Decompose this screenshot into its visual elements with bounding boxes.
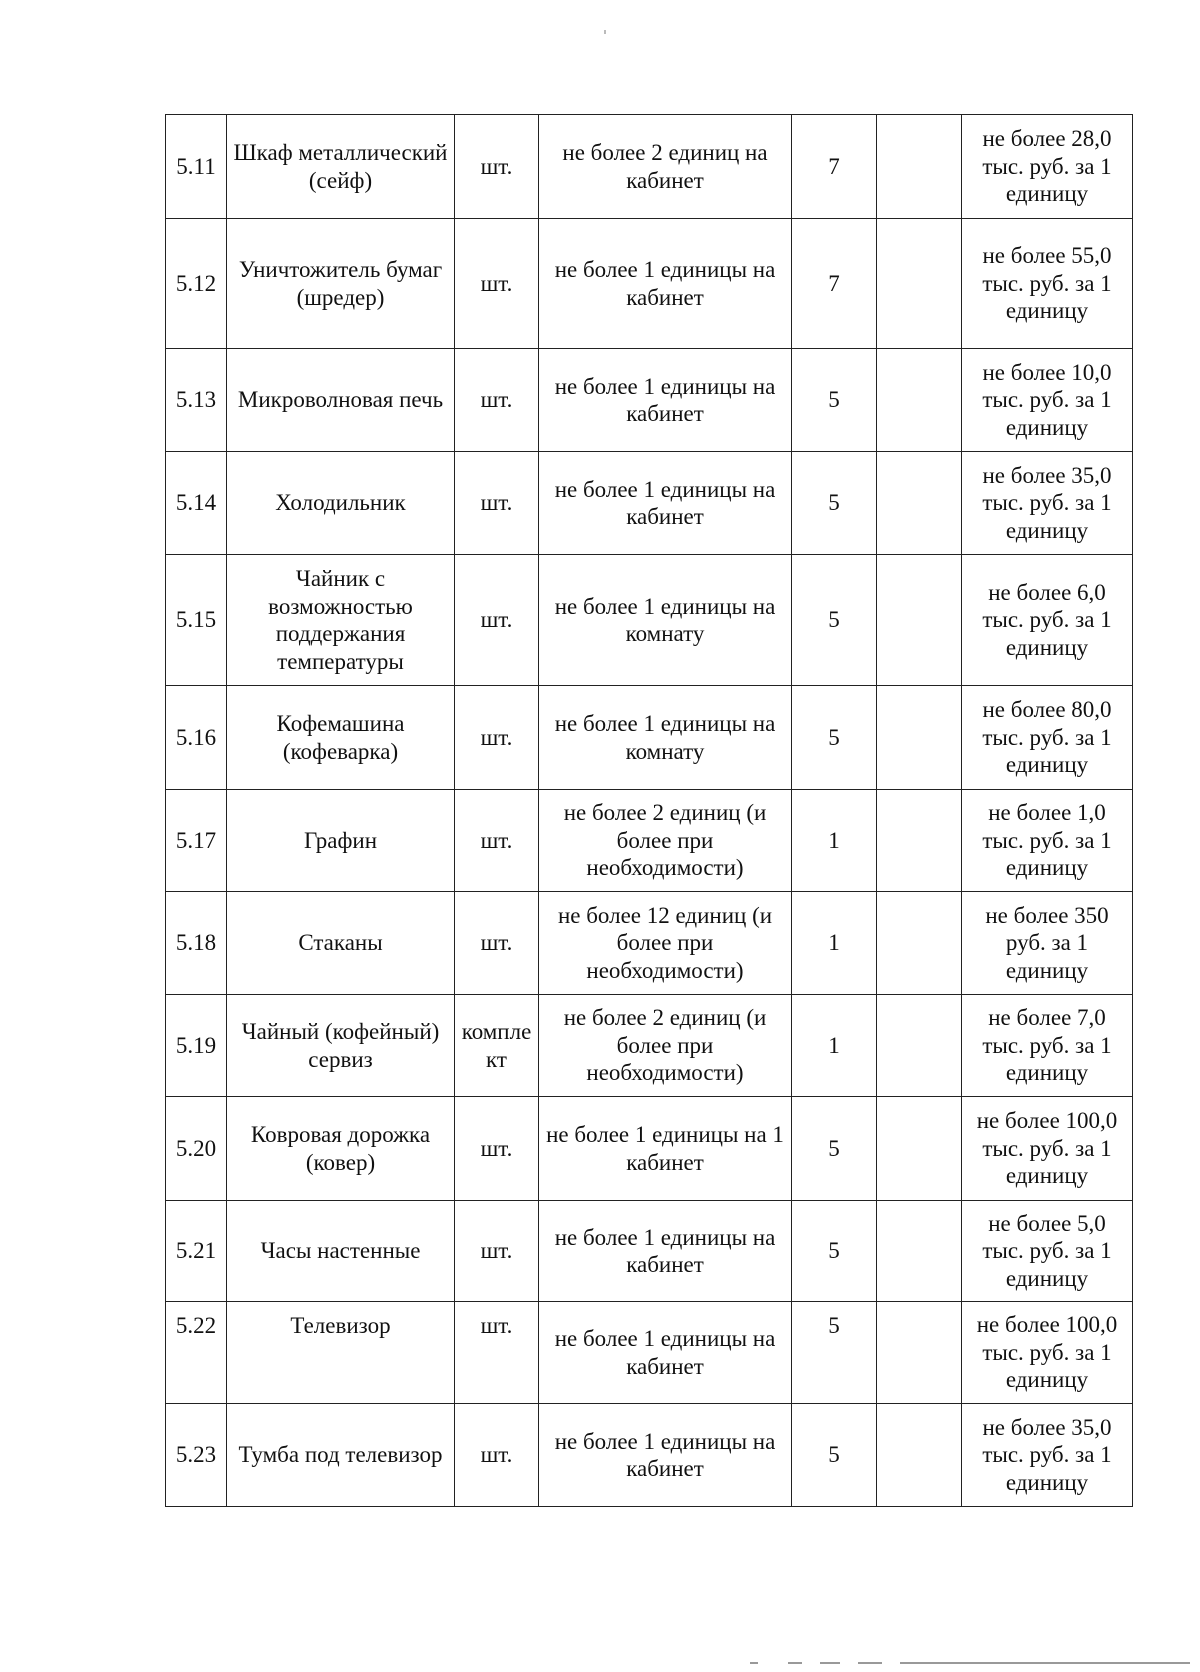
item-number-cell: 5.13 [166,349,227,452]
empty-cell [877,1201,962,1302]
quantity-cell: не более 1 единицы на комнату [539,686,792,790]
quantity-cell: не более 1 единицы на кабинет [539,219,792,349]
price-cell: не более 10,0 тыс. руб. за 1 единицу [962,349,1133,452]
item-name-cell: Тумба под телевизор [227,1404,455,1507]
table-row [166,790,1133,892]
item-number-cell: 5.21 [166,1201,227,1302]
empty-cell [877,349,962,452]
item-number-cell: 5.14 [166,452,227,555]
table-row [166,115,1133,219]
unit-cell: шт. [455,349,539,452]
empty-cell [877,452,962,555]
table-row [166,1404,1133,1507]
item-name-cell: Чайник с возможностью поддержания температуры [227,555,455,686]
price-cell: не более 5,0 тыс. руб. за 1 единицу [962,1201,1133,1302]
table-row [166,1201,1133,1302]
quantity-cell: не более 1 единицы на кабинет [539,1201,792,1302]
service-years-cell: 5 [792,686,877,790]
scan-artifact-mark [604,30,606,34]
price-cell: не более 350 руб. за 1 единицу [962,892,1133,995]
empty-cell [877,115,962,219]
item-number-cell: 5.11 [166,115,227,219]
price-cell: не более 35,0 тыс. руб. за 1 единицу [962,1404,1133,1507]
table-row [166,452,1133,555]
price-cell: не более 80,0 тыс. руб. за 1 единицу [962,686,1133,790]
item-name-cell: Шкаф металлический (сейф) [227,115,455,219]
price-cell: не более 100,0 тыс. руб. за 1 единицу [962,1302,1133,1404]
scan-artifact-lines [750,1662,1190,1665]
service-years-cell: 5 [792,1097,877,1201]
empty-cell [877,555,962,686]
item-name-cell: Ковровая дорожка (ковер) [227,1097,455,1201]
unit-cell: шт. [455,115,539,219]
item-name-cell: Стаканы [227,892,455,995]
table-row [166,686,1133,790]
item-number-cell: 5.18 [166,892,227,995]
price-cell: не более 7,0 тыс. руб. за 1 единицу [962,995,1133,1097]
empty-cell [877,1302,962,1404]
item-number-cell: 5.12 [166,219,227,349]
norms-table [165,114,1133,1507]
quantity-cell: не более 1 единицы на кабинет [539,1404,792,1507]
quantity-cell: не более 2 единиц (и более при необходимости) [539,995,792,1097]
service-years-cell: 1 [792,790,877,892]
empty-cell [877,1097,962,1201]
item-name-cell: Графин [227,790,455,892]
unit-cell: шт. [455,892,539,995]
service-years-cell: 5 [792,555,877,686]
quantity-cell: не более 1 единицы на 1 кабинет [539,1097,792,1201]
item-name-cell: Уничтожитель бумаг (шредер) [227,219,455,349]
unit-cell: шт. [455,555,539,686]
price-cell: не более 100,0 тыс. руб. за 1 единицу [962,1097,1133,1201]
service-years-cell: 1 [792,995,877,1097]
price-cell: не более 28,0 тыс. руб. за 1 единицу [962,115,1133,219]
item-name-cell: Часы настенные [227,1201,455,1302]
service-years-cell: 7 [792,115,877,219]
table-row [166,1097,1133,1201]
empty-cell [877,790,962,892]
quantity-cell: не более 1 единицы на комнату [539,555,792,686]
service-years-cell: 5 [792,452,877,555]
table-row [166,892,1133,995]
service-years-cell: 5 [792,349,877,452]
quantity-cell: не более 2 единиц на кабинет [539,115,792,219]
table-row [166,555,1133,686]
table-row [166,219,1133,349]
table-row [166,1302,1133,1404]
item-name-cell: Микроволновая печь [227,349,455,452]
price-cell: не более 55,0 тыс. руб. за 1 единицу [962,219,1133,349]
item-name-cell: Холодильник [227,452,455,555]
unit-cell: шт. [455,1097,539,1201]
quantity-cell: не более 1 единицы на кабинет [539,452,792,555]
empty-cell [877,219,962,349]
quantity-cell: не более 12 единиц (и более при необходимости) [539,892,792,995]
service-years-cell: 7 [792,219,877,349]
price-cell: не более 1,0 тыс. руб. за 1 единицу [962,790,1133,892]
unit-cell: шт. [455,790,539,892]
service-years-cell: 1 [792,892,877,995]
empty-cell [877,686,962,790]
empty-cell [877,1404,962,1507]
empty-cell [877,995,962,1097]
item-number-cell: 5.16 [166,686,227,790]
item-number-cell: 5.17 [166,790,227,892]
price-cell: не более 6,0 тыс. руб. за 1 единицу [962,555,1133,686]
item-name-cell: Чайный (кофейный) сервиз [227,995,455,1097]
service-years-cell: 5 [792,1404,877,1507]
quantity-cell: не более 2 единиц (и более при необходимости) [539,790,792,892]
quantity-cell: не более 1 единицы на кабинет [539,1302,792,1404]
unit-cell: шт. [455,686,539,790]
unit-cell: шт. [455,1404,539,1507]
price-cell: не более 35,0 тыс. руб. за 1 единицу [962,452,1133,555]
item-name-cell: Телевизор [227,1302,455,1404]
unit-cell: комплект [455,995,539,1097]
unit-cell: шт. [455,452,539,555]
item-number-cell: 5.22 [166,1302,227,1404]
item-number-cell: 5.23 [166,1404,227,1507]
service-years-cell: 5 [792,1302,877,1404]
empty-cell [877,892,962,995]
item-name-cell: Кофемашина (кофеварка) [227,686,455,790]
unit-cell: шт. [455,1302,539,1404]
item-number-cell: 5.19 [166,995,227,1097]
table-row [166,995,1133,1097]
unit-cell: шт. [455,219,539,349]
item-number-cell: 5.20 [166,1097,227,1201]
table-row [166,349,1133,452]
quantity-cell: не более 1 единицы на кабинет [539,349,792,452]
item-number-cell: 5.15 [166,555,227,686]
unit-cell: шт. [455,1201,539,1302]
service-years-cell: 5 [792,1201,877,1302]
